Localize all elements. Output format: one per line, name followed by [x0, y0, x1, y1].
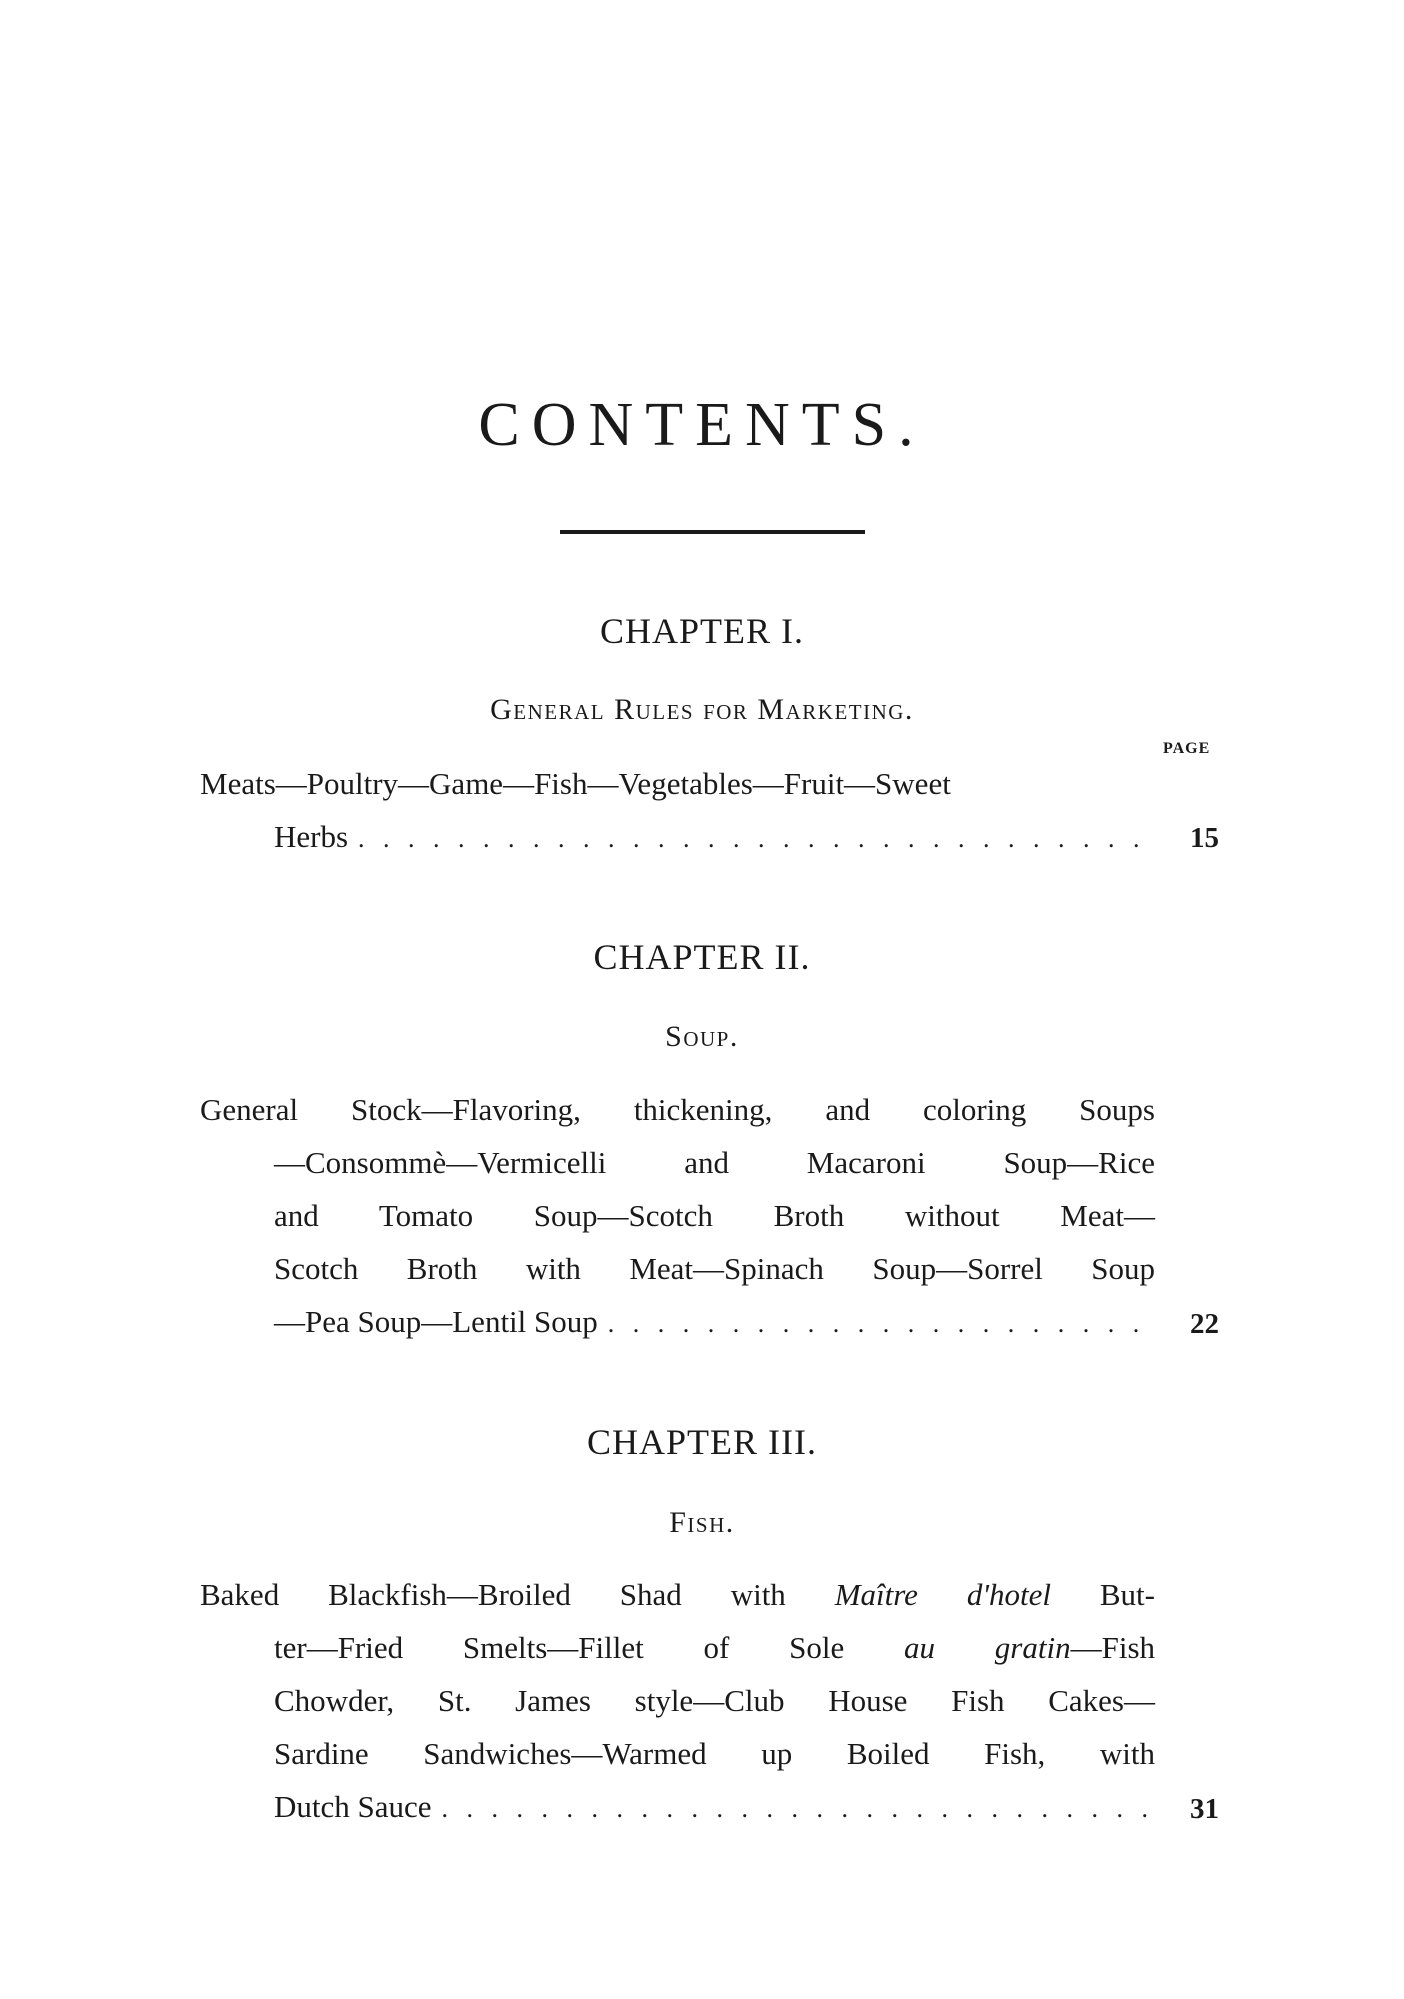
chapter-3-line	[200, 1621, 1155, 1674]
chapter-2-line: General Stock—Flavoring, thickening, and coloring Soups	[200, 1092, 1155, 1127]
title-rule	[560, 530, 865, 534]
chapter-1-heading: CHAPTER I.	[599, 611, 804, 651]
chapter-2-entry	[200, 1083, 1155, 1348]
dot-leader	[608, 1297, 1155, 1350]
chapter-3-line	[200, 1568, 1155, 1621]
chapter-2-page-number: 22	[1190, 1308, 1219, 1340]
chapter-1-last-text: Herbs	[274, 819, 349, 854]
chapter-3-heading: CHAPTER III.	[587, 1422, 817, 1462]
chapter-2-line: and Tomato Soup—Scotch Broth without Meat—	[274, 1198, 1155, 1233]
chapter-3-line: Sardine Sandwiches—Warmed up Boiled Fish, with	[274, 1736, 1155, 1771]
dot-leader	[442, 1782, 1155, 1835]
chapter-1-subject: General Rules for Marketing.	[490, 693, 914, 726]
chapter-2-line: Scotch Broth with Meat—Spinach Soup—Sorrel Soup	[274, 1251, 1155, 1286]
page-title: CONTENTS.	[478, 391, 926, 459]
chapter-3-last-text: Dutch Sauce	[274, 1789, 432, 1824]
chapter-3-last-line	[200, 1780, 1155, 1833]
chapter-3-line-1-end: But-	[1099, 1577, 1155, 1612]
chapter-3-page-number: 31	[1190, 1793, 1219, 1825]
chapter-2-subject: Soup.	[665, 1020, 739, 1053]
chapter-3-line: Chowder, St. James style—Club House Fish Cakes—	[274, 1683, 1155, 1718]
chapter-3-entry	[200, 1568, 1155, 1833]
chapter-3-line-2-end: —Fish	[1070, 1630, 1156, 1665]
chapter-1-page-number: 15	[1190, 822, 1219, 854]
chapter-2-heading: CHAPTER II.	[593, 937, 811, 977]
chapter-2-last-text: —Pea Soup—Lentil Soup	[274, 1304, 598, 1339]
page-column-label: PAGE	[1163, 740, 1211, 757]
chapter-2-line: —Consommè—Vermicelli and Macaroni Soup—Rice	[274, 1145, 1155, 1180]
chapter-1-entry	[200, 757, 1155, 863]
chapter-1-last-line	[200, 810, 1155, 863]
chapter-3-line-2-italic: au gratin	[904, 1630, 1071, 1665]
chapter-3-line-1-italic: Maître d'hotel	[834, 1577, 1051, 1612]
chapter-3-subject: Fish.	[669, 1506, 735, 1539]
chapter-3-line-2-text: ter—Fried Smelts—Fillet of Sole	[274, 1630, 845, 1665]
chapter-2-last-line	[200, 1295, 1155, 1348]
dot-leader	[358, 812, 1155, 865]
chapter-1-line: Meats—Poultry—Game—Fish—Vegetables—Fruit—Sweet	[200, 766, 951, 801]
chapter-3-line-1-text: Baked Blackfish—Broiled Shad with	[200, 1577, 786, 1612]
